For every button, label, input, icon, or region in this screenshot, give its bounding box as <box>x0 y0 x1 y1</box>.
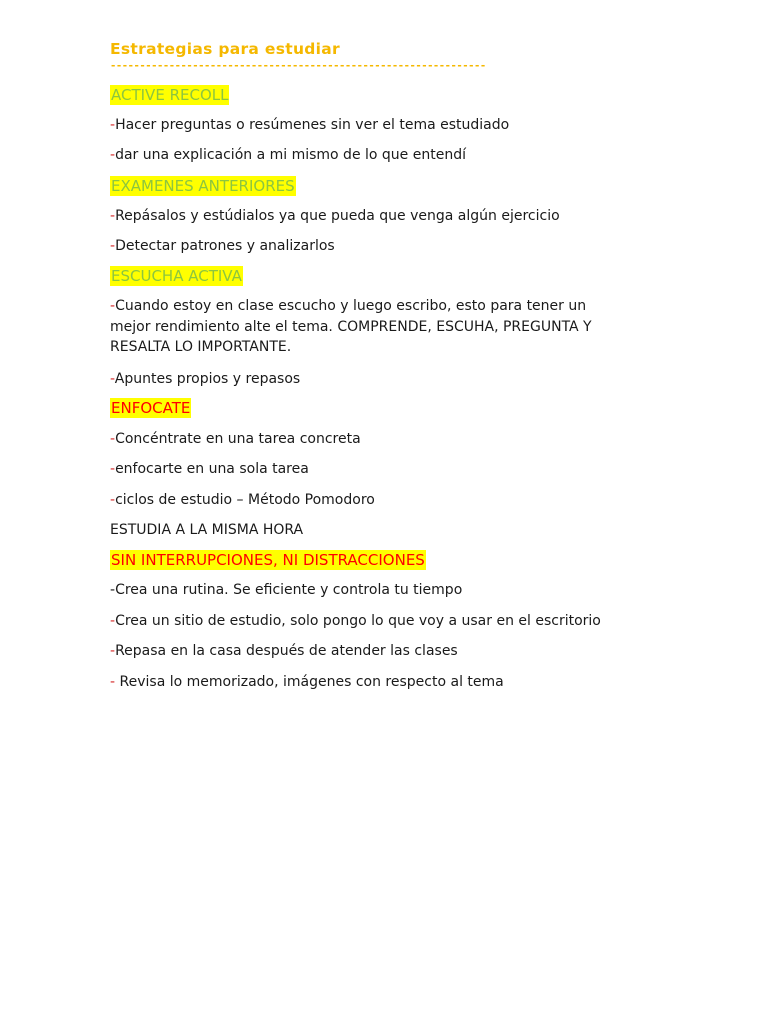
list-item-text: Apuntes propios y repasos <box>114 371 301 387</box>
dash-marker: - <box>110 431 116 447</box>
list-item <box>110 459 670 480</box>
list-item-text: Crea un sitio de estudio, solo pongo lo que voy a usar en el escritorio <box>115 613 601 629</box>
dash-marker: - <box>110 238 116 254</box>
list-item-text: Hacer preguntas o resúmenes sin ver el tema estudiado <box>115 117 510 133</box>
list-item-text: enfocarte en una sola tarea <box>115 461 309 477</box>
list-item <box>110 520 670 541</box>
section-heading-sin-interrupciones: SIN INTERRUPCIONES, NI DISTRACCIONES <box>111 551 425 569</box>
dash-marker: - <box>110 674 120 690</box>
list-item-text: Cuando estoy en clase escucho y luego escribo, esto para tener un mejor rendimiento alte el tema. COMPRENDE, ESCUHA, PREGUNTA Y RESALTA LO IMPORTANTE. <box>110 298 592 355</box>
list-item <box>110 369 670 390</box>
list-item-text: Detectar patrones y analizarlos <box>115 238 335 254</box>
list-item <box>110 672 670 693</box>
dash-marker: - <box>110 147 116 163</box>
list-item-text: Crea una rutina. Se eficiente y controla tu tiempo <box>115 582 463 598</box>
section-heading-examenes-anteriores: EXAMENES ANTERIORES <box>111 177 295 195</box>
dash-marker: - <box>110 371 115 387</box>
list-item <box>110 641 670 662</box>
dash-marker: - <box>110 208 116 224</box>
list-item <box>110 580 670 601</box>
list-item <box>110 296 630 358</box>
list-item-text: dar una explicación a mi mismo de lo que entendí <box>115 147 466 163</box>
list-item-text: Concéntrate en una tarea concreta <box>115 431 361 447</box>
section-heading-escucha-activa: ESCUCHA ACTIVA <box>111 267 242 285</box>
list-item-text: Repásalos y estúdialos ya que pueda que venga algún ejercicio <box>115 208 560 224</box>
list-item <box>110 490 670 511</box>
list-item <box>110 611 670 632</box>
list-item <box>110 115 670 136</box>
dash-marker: - <box>110 582 116 598</box>
list-item <box>110 429 670 450</box>
list-item-text: Repasa en la casa después de atender las clases <box>115 643 458 659</box>
dash-marker: - <box>110 117 116 133</box>
list-item-text: Revisa lo memorizado, imágenes con respecto al tema <box>119 674 504 690</box>
list-item <box>110 236 670 257</box>
list-item-text: ESTUDIA A LA MISMA HORA <box>110 522 304 538</box>
section-heading-enfocate: ENFOCATE <box>111 399 191 417</box>
title-underline-rule: ---------------------------------------------------------------- <box>110 60 486 72</box>
list-item-text: ciclos de estudio – Método Pomodoro <box>115 492 375 508</box>
list-item <box>110 145 670 166</box>
dash-marker: - <box>110 298 116 314</box>
document-title: Estrategias para estudiar <box>110 40 340 58</box>
dash-marker: - <box>110 492 116 508</box>
dash-marker: - <box>110 461 116 477</box>
dash-marker: - <box>110 613 116 629</box>
list-item <box>110 206 670 227</box>
section-heading-active-recoll: ACTIVE RECOLL <box>111 86 229 104</box>
dash-marker: - <box>110 643 116 659</box>
